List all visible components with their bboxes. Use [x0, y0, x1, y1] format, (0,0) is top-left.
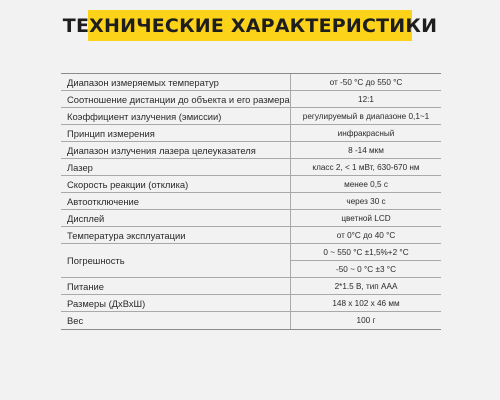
- table-row: [61, 210, 441, 227]
- spec-value: 0 ~ 550 °С ±1,5%+2 °С: [291, 244, 441, 261]
- table-row: [61, 125, 441, 142]
- spec-value: 148 х 102 х 46 мм: [332, 298, 400, 308]
- spec-value: 2*1.5 В, тип ААА: [334, 281, 398, 291]
- spec-label: Автоотключение: [61, 193, 291, 209]
- page-title: ТЕХНИЧЕСКИЕ ХАРАКТЕРИСТИКИ: [62, 14, 438, 37]
- spec-value: через 30 с: [346, 196, 386, 206]
- accuracy-values: [291, 244, 441, 277]
- spec-label: Коэффициент излучения (эмиссии): [61, 108, 291, 124]
- spec-value: цветной LCD: [341, 213, 391, 223]
- spec-label: Питание: [61, 278, 291, 294]
- spec-label: Дисплей: [61, 210, 291, 226]
- spec-label: Температура эксплуатации: [61, 227, 291, 243]
- table-row: [61, 193, 441, 210]
- spec-value: 100 г: [356, 316, 376, 325]
- spec-label: Диапазон измеряемых температур: [61, 74, 291, 90]
- spec-label: Скорость реакции (отклика): [61, 176, 291, 192]
- spec-label: Соотношение дистанции до объекта и его размера: [61, 91, 291, 107]
- specs-table: [61, 73, 441, 330]
- table-row: [61, 295, 441, 312]
- table-row-accuracy: [61, 244, 441, 278]
- table-row: [61, 176, 441, 193]
- spec-label: Лазер: [61, 159, 291, 175]
- spec-label: Диапазон излучения лазера целеуказателя: [61, 142, 291, 158]
- table-row: [61, 278, 441, 295]
- spec-value: регулируемый в диапазоне 0,1~1: [302, 111, 430, 121]
- table-row: [61, 159, 441, 176]
- spec-label: Принцип измерения: [61, 125, 291, 141]
- spec-value: класс 2, < 1 мВт, 630-670 нм: [312, 162, 420, 172]
- spec-label: Погрешность: [61, 244, 291, 277]
- table-row: [61, 108, 441, 125]
- spec-label: Размеры (ДхВхШ): [61, 295, 291, 311]
- spec-value: 8 -14 мкм: [348, 145, 384, 155]
- table-row: [61, 312, 441, 329]
- spec-label: Вес: [61, 312, 291, 329]
- spec-value: от -50 °С до 550 °С: [329, 77, 403, 87]
- spec-value: менее 0,5 с: [344, 179, 388, 189]
- spec-value: инфракрасный: [337, 128, 395, 138]
- table-row: [61, 74, 441, 91]
- table-row: [61, 142, 441, 159]
- spec-value: -50 ~ 0 °С ±3 °С: [336, 265, 396, 274]
- title-banner: [62, 10, 438, 41]
- spec-value: 12:1: [358, 94, 374, 104]
- spec-value: от 0°С до 40 °С: [336, 230, 396, 240]
- table-row: [61, 91, 441, 108]
- table-row: [61, 227, 441, 244]
